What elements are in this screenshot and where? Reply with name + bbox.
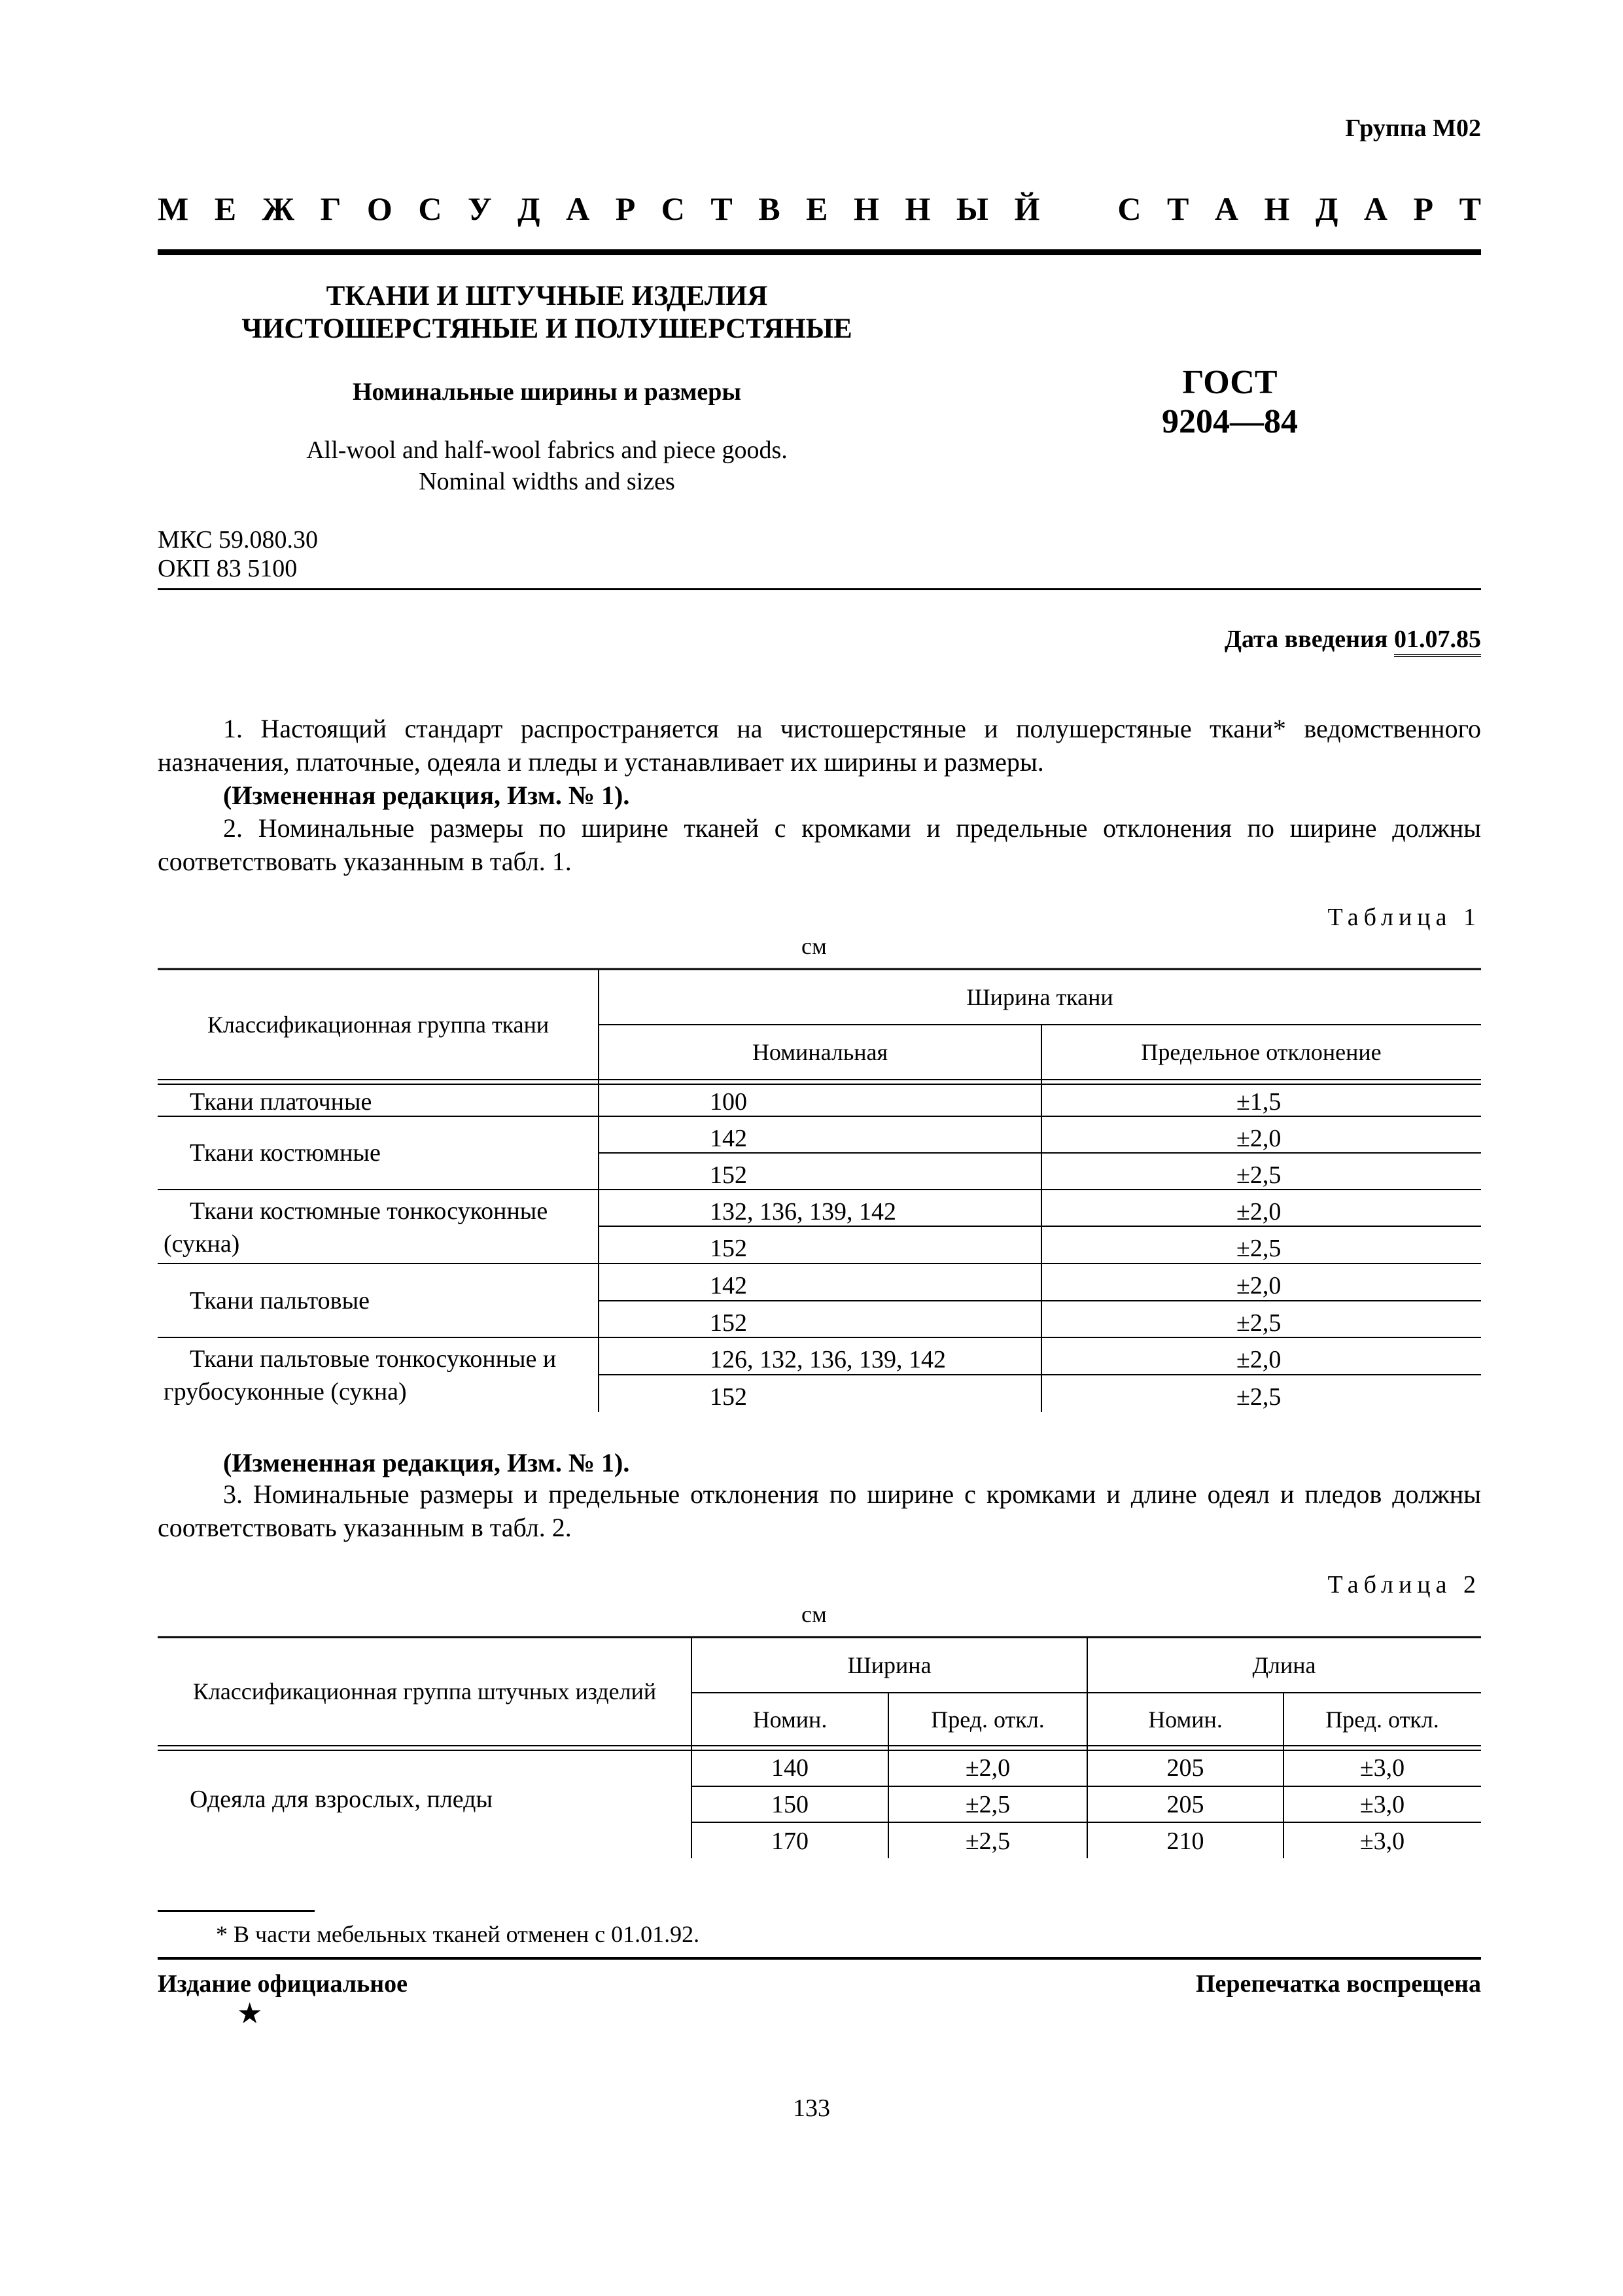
- banner-letter: А: [1214, 190, 1239, 227]
- paragraph-2: 2. Номинальные размеры по ширине тканей с кромками и предельные отклонения по ширине должны соответствовать указанным в табл. 1.: [158, 813, 1481, 876]
- table-1-nominal: 126, 132, 136, 139, 142: [710, 1346, 946, 1373]
- page-number: 133: [793, 2094, 830, 2122]
- table-1-group-name: Ткани костюмные тонкосуконные (сукна): [164, 1197, 548, 1258]
- table-1-nominal: 142: [710, 1272, 747, 1299]
- title-line-1: ТКАНИ И ШТУЧНЫЕ ИЗДЕЛИЯ: [326, 281, 768, 311]
- table-2-width-dev: ±2,5: [965, 1791, 1011, 1818]
- okp-code: ОКП 83 5100: [158, 555, 298, 582]
- banner-letter: Н: [905, 190, 931, 227]
- table-2-head-length-dev: Пред. откл.: [1325, 1706, 1439, 1733]
- banner-letter: Г: [320, 190, 341, 227]
- table-1-deviation: ±1,5: [1236, 1088, 1282, 1116]
- table-1-deviation: ±2,0: [1236, 1272, 1282, 1299]
- table-2-head-length-nom: Номин.: [1148, 1706, 1223, 1733]
- banner-letter: О: [366, 190, 393, 227]
- footnote: * В части мебельных тканей отменен с 01.01.92.: [216, 1921, 700, 1947]
- table-1-group-name: Ткани костюмные: [190, 1139, 381, 1167]
- banner-letter: Т: [710, 190, 733, 227]
- english-title-line-2: Nominal widths and sizes: [419, 468, 675, 495]
- date-label: Дата введения: [1224, 626, 1388, 653]
- english-title-line-1: All-wool and half-wool fabrics and piece goods.: [306, 436, 788, 464]
- table-2-width-dev: ±2,5: [965, 1828, 1011, 1855]
- table-1-head-group: Классификационная группа ткани: [207, 1011, 550, 1038]
- banner-letter: Д: [517, 190, 540, 227]
- table-1-deviation: ±2,0: [1236, 1125, 1282, 1152]
- table-2-width-dev: ±2,0: [965, 1754, 1011, 1782]
- document-subtitle: Номинальные ширины и размеры: [352, 378, 742, 406]
- banner-letter: В: [758, 190, 780, 227]
- banner-letter: У: [467, 190, 492, 227]
- table-1-nominal: 152: [710, 1309, 747, 1337]
- table-1-group-name: Ткани платочные: [190, 1088, 372, 1116]
- table-1-head-nominal: Номинальная: [752, 1039, 888, 1065]
- table-2-length-nom: 205: [1166, 1754, 1204, 1782]
- banner-letter: Д: [1315, 190, 1338, 227]
- banner-letter: Р: [1413, 190, 1434, 227]
- footnote-rule: [158, 1910, 315, 1912]
- banner-letter: Н: [854, 190, 879, 227]
- table-1-deviation: ±2,5: [1236, 1383, 1282, 1411]
- banner-letter: С: [418, 190, 442, 227]
- paragraph-1: 1. Настоящий стандарт распространяется на чистошерстяные и полушерстяные ткани* ведомственного назначения, платочные, одеяла и пледы и устанавливает их ширины и размеры.: [158, 714, 1481, 777]
- table-2-length-nom: 210: [1166, 1828, 1204, 1855]
- table-2-group-name: Одеяла для взрослых, пледы: [190, 1786, 493, 1813]
- banner-letter: Р: [615, 190, 636, 227]
- table-1-unit: см: [801, 933, 827, 959]
- table-1-nominal: 100: [710, 1088, 747, 1116]
- banner-letter: М: [158, 190, 189, 227]
- banner-letter: С: [1117, 190, 1142, 227]
- table-1-deviation: ±2,5: [1236, 1235, 1282, 1262]
- gost-number: 9204—84: [1162, 403, 1298, 440]
- table-1-group-name: Ткани пальтовые тонкосуконные и грубосуконные (сукна): [164, 1345, 557, 1405]
- table-1-head-deviation: Предельное отклонение: [1141, 1039, 1382, 1065]
- banner-letter: Е: [214, 190, 237, 227]
- banner-letter: А: [566, 190, 590, 227]
- table-2-head-width-dev: Пред. откл.: [931, 1706, 1045, 1733]
- table-1-nominal: 142: [710, 1125, 747, 1152]
- table-2-length-dev: ±3,0: [1359, 1754, 1405, 1782]
- table-1-deviation: ±2,5: [1236, 1161, 1282, 1189]
- paragraph-3: 3. Номинальные размеры и предельные отклонения по ширине с кромками и длине одеял и пледов должны соответствовать указанным в табл. 2.: [158, 1479, 1481, 1542]
- banner-letter: С: [661, 190, 685, 227]
- group-code: Группа М02: [1345, 115, 1481, 142]
- table-2-head-length: Длина: [1252, 1651, 1316, 1678]
- table-1-nominal: 132, 136, 139, 142: [710, 1198, 896, 1226]
- table-1-head-width: Ширина ткани: [966, 983, 1113, 1010]
- table-2-unit: см: [801, 1601, 827, 1627]
- banner-letter: Е: [806, 190, 828, 227]
- table-2-head-group: Классификационная группа штучных изделий: [192, 1678, 657, 1704]
- banner-letter: Т: [1459, 190, 1481, 227]
- table-2-length-nom: 205: [1166, 1791, 1204, 1818]
- banner-letter: Ж: [262, 190, 295, 227]
- table-1-deviation: ±2,5: [1236, 1309, 1282, 1337]
- banner-letter: Н: [1264, 190, 1290, 227]
- table-2-length-dev: ±3,0: [1359, 1828, 1405, 1855]
- table-2-head-width-nom: Номин.: [752, 1706, 828, 1733]
- table-2-length-dev: ±3,0: [1359, 1791, 1405, 1818]
- table-1-nominal: 152: [710, 1383, 747, 1411]
- table-2-width-nom: 170: [771, 1828, 809, 1855]
- table-2-head-width: Ширина: [847, 1651, 932, 1678]
- date-value: 01.07.85: [1394, 626, 1481, 657]
- paragraph-1-amendment: (Измененная редакция, Изм. № 1).: [223, 781, 630, 810]
- gost-label: ГОСТ: [1182, 364, 1278, 401]
- table-2-width-nom: 150: [771, 1791, 809, 1818]
- banner-letter: Ы: [956, 190, 988, 227]
- mks-code: МКС 59.080.30: [158, 526, 319, 554]
- table-1-deviation: ±2,0: [1236, 1346, 1282, 1373]
- official-edition: Издание официальное: [158, 1970, 408, 1998]
- title-line-2: ЧИСТОШЕРСТЯНЫЕ И ПОЛУШЕРСТЯНЫЕ: [241, 313, 852, 344]
- star-icon: ★: [237, 1998, 263, 2030]
- table-1-group-name: Ткани пальтовые: [190, 1287, 370, 1315]
- banner-letter: А: [1363, 190, 1387, 227]
- table-1-nominal: 152: [710, 1161, 747, 1189]
- banner-letter: Т: [1167, 190, 1189, 227]
- reprint-prohibited: Перепечатка воспрещена: [1195, 1970, 1481, 1998]
- table-1-deviation: ±2,0: [1236, 1198, 1282, 1226]
- banner-letter: Й: [1014, 190, 1040, 227]
- table-1-nominal: 152: [710, 1235, 747, 1262]
- paragraph-2-amendment: (Измененная редакция, Изм. № 1).: [223, 1448, 630, 1477]
- table-2-width-nom: 140: [771, 1754, 809, 1782]
- table-1-caption: Таблица 1: [1327, 904, 1481, 931]
- table-2-caption: Таблица 2: [1327, 1571, 1481, 1598]
